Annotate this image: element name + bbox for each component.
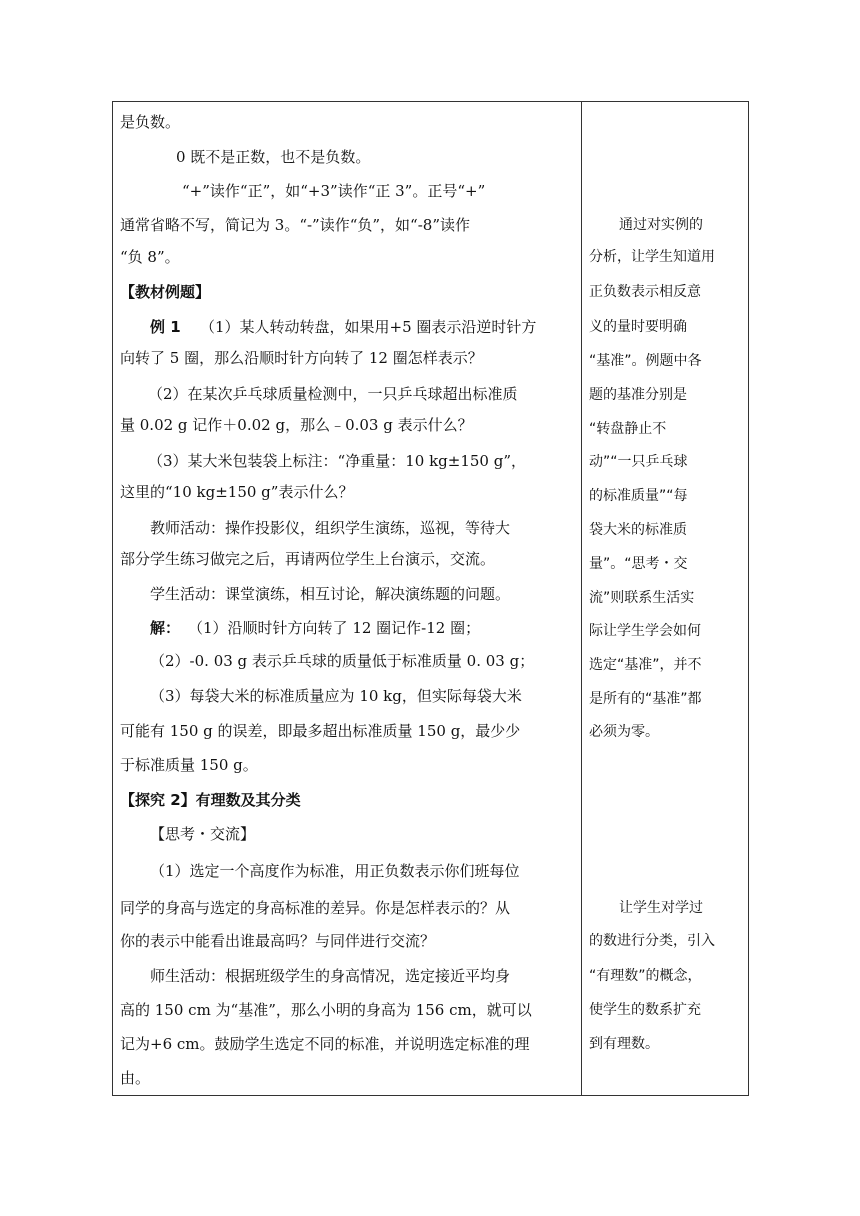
note-line: 必须为零。 [589, 724, 659, 740]
text-line: 部分学生练习做完之后，再请两位学生上台演示，交流。 [120, 550, 496, 568]
note-line: 选定“基准”，并不 [589, 657, 702, 673]
text-line: 这里的“10 kg±150 g”表示什么？ [120, 483, 354, 501]
text-line: 向转了 5 圈，那么沿顺时针方向转了 12 圈怎样表示？ [120, 349, 483, 367]
note-line: 袋大米的标准质 [589, 522, 687, 538]
column-divider [581, 102, 582, 1095]
note-line: 的数进行分类，引入 [589, 933, 715, 949]
note-line: 量”。“思考・交 [589, 556, 688, 572]
lesson-table [112, 101, 749, 1096]
text-line: 通常省略不写，简记为 3。“-”读作“负”，如“-8”读作 [120, 216, 471, 234]
text-line: 可能有 150 g 的误差，即最多超出标准质量 150 g，最少少 [120, 722, 521, 740]
note-line: 到有理数。 [589, 1036, 659, 1052]
text-line: 你的表示中能看出谁最高吗？与同伴进行交流？ [120, 932, 436, 950]
solution-label: 解： [150, 619, 181, 637]
note-line: 题的基准分别是 [589, 387, 687, 403]
text-line: （3）某大米包装袋上标注：“净重量：10 kg±150 g”， [148, 452, 526, 470]
text-line: （2）在某次乒乓球质量检测中，一只乒乓球超出标准质 [148, 385, 518, 403]
text-line: 师生活动：根据班级学生的身高情况，选定接近平均身 [150, 967, 511, 985]
example-label: 例 1 [150, 318, 181, 336]
text-line: 同学的身高与选定的身高标准的差异。你是怎样表示的？从 [120, 899, 511, 917]
note-line: 是所有的“基准”都 [589, 691, 702, 707]
text-line: 0 既不是正数，也不是负数。 [176, 148, 371, 166]
note-line: 动”“一只乒乓球 [589, 454, 688, 470]
note-line: 让学生对学过 [619, 900, 703, 916]
text-line: 记为+6 cm。鼓励学生选定不同的标准，并说明选定标准的理 [120, 1035, 530, 1053]
note-line: 通过对实例的 [619, 217, 703, 233]
text-line: 学生活动：课堂演练，相互讨论，解决演练题的问题。 [150, 585, 511, 603]
text-line: （1）沿顺时针方向转了 12 圈记作-12 圈； [188, 619, 481, 637]
text-line: 于标准质量 150 g。 [120, 756, 258, 774]
text-line: （1）选定一个高度作为标准，用正负数表示你们班每位 [150, 862, 520, 880]
text-line: 由。 [120, 1069, 151, 1087]
text-line: （3）每袋大米的标准质量应为 10 kg，但实际每袋大米 [150, 687, 522, 705]
text-line: “负 8”。 [120, 248, 180, 266]
text-line: 量 0.02 g 记作＋0.02 g，那么﹣0.03 g 表示什么？ [120, 416, 473, 434]
text-line: （2）-0. 03 g 表示乒乓球的质量低于标准质量 0. 03 g； [150, 652, 535, 670]
note-line: 际让学生学会如何 [589, 623, 701, 639]
note-line: “基准”。例题中各 [589, 353, 702, 369]
text-line: 是负数。 [120, 113, 181, 131]
note-line: 分析，让学生知道用 [589, 249, 715, 265]
subheading: 【思考・交流】 [150, 825, 256, 843]
note-line: 义的量时要明确 [589, 319, 687, 335]
text-line: （1）某人转动转盘，如果用+5 圈表示沿逆时针方 [200, 318, 537, 336]
note-line: “有理数”的概念， [589, 968, 702, 984]
note-line: 正负数表示相反意 [589, 284, 701, 300]
text-line: 高的 150 cm 为“基准”，那么小明的身高为 156 cm，就可以 [120, 1001, 532, 1019]
text-line: 教师活动：操作投影仪，组织学生演练，巡视，等待大 [150, 519, 511, 537]
note-line: “转盘静止不 [589, 421, 667, 437]
note-line: 的标准质量”“每 [589, 488, 688, 504]
note-line: 使学生的数系扩充 [589, 1002, 701, 1018]
text-line: “+”读作“正”，如“+3”读作“正 3”。正号“+” [182, 182, 486, 200]
section-heading: 【教材例题】 [120, 283, 211, 301]
note-line: 流”则联系生活实 [589, 590, 695, 606]
section-heading: 【探究 2】有理数及其分类 [120, 791, 301, 809]
